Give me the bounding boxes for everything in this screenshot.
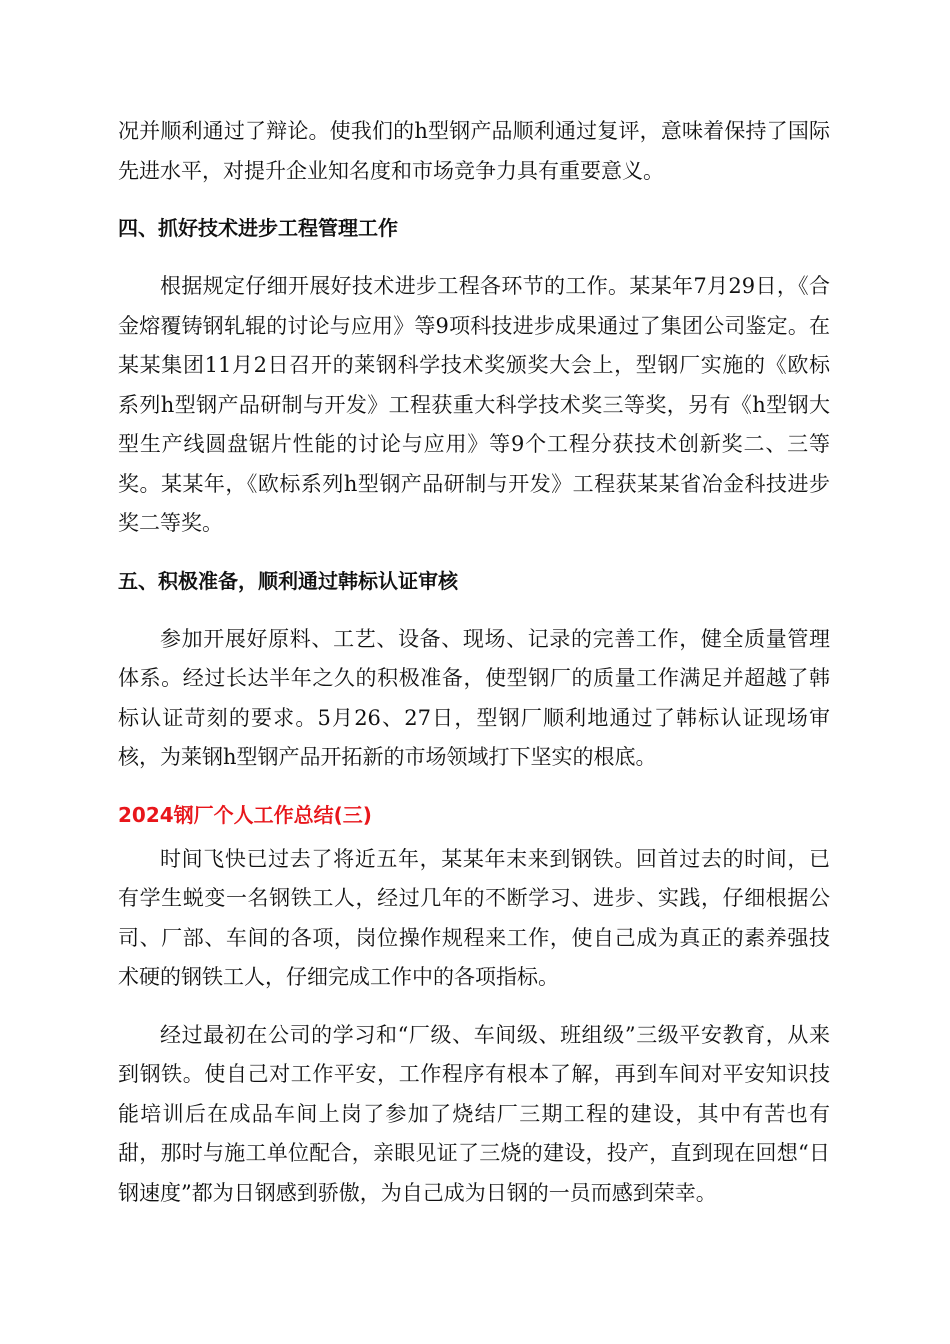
document-page [118, 112, 830, 1213]
section4-paragraph: 根据规定仔细开展好技术进步工程各环节的工作。某某年7月29日，《合金熔覆铸钢轧辊的讨论与应用》等9项科技进步成果通过了集团公司鉴定。在某某集团11月2日召开的莱钢科学技术奖颁奖大会上，型钢厂实施的《欧标系列h型钢产品研制与开发》工程获重大科学技术奖三等奖，另有《h型钢大型生产线圆盘锯片性能的讨论与应用》等9个工程分获技术创新奖二、三等奖。某某年，《欧标系列h型钢产品研制与开发》工程获某某省冶金科技进步奖二等奖。 [118, 274, 830, 535]
section5-heading: 五、积极准备，顺利通过韩标认证审核 [118, 568, 458, 593]
part3-paragraph-2: 经过最初在公司的学习和“厂级、车间级、班组级”三级平安教育，从来到钢铁。使自己对工作平安，工作程序有根本了解，再到车间对平安知识技能培训后在成品车间上岗了参加了烧结厂三期工程的建设，其中有苦也有甜，那时与施工单位配合，亲眼见证了三烧的建设，投产，直到现在回想“日钢速度”都为日钢感到骄傲，为自己成为日钢的一员而感到荣幸。 [118, 1022, 830, 1205]
part3-heading: 2024钢厂个人工作总结(三) [118, 802, 372, 827]
intro-paragraph: 况并顺利通过了辩论。使我们的h型钢产品顺利通过复评，意味着保持了国际先进水平，对提升企业知名度和市场竞争力具有重要意义。 [118, 119, 830, 183]
part3-paragraph-1: 时间飞快已过去了将近五年，某某年末来到钢铁。回首过去的时间，已有学生蜕变一名钢铁工人，经过几年的不断学习、进步、实践，仔细根据公司、厂部、车间的各项，岗位操作规程来工作，使自己成为真正的素养强技术硬的钢铁工人，仔细完成工作中的各项指标。 [118, 846, 830, 989]
section5-paragraph: 参加开展好原料、工艺、设备、现场、记录的完善工作，健全质量管理体系。经过长达半年之久的积极准备，使型钢厂的质量工作满足并超越了韩标认证苛刻的要求。5月26、27日，型钢厂顺利地通过了韩标认证现场审核，为莱钢h型钢产品开拓新的市场领域打下坚实的根底。 [118, 626, 830, 769]
section4-heading: 四、抓好技术进步工程管理工作 [118, 216, 398, 240]
